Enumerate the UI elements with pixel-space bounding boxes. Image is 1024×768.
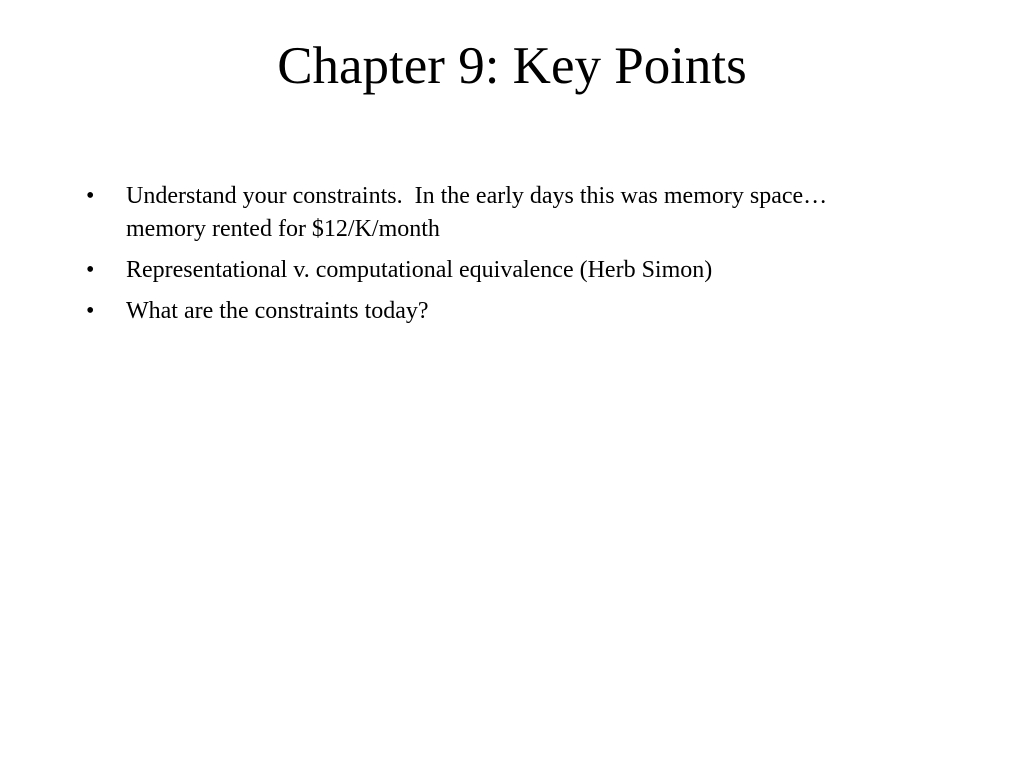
- bullet-marker: •: [86, 183, 95, 209]
- bullet-text: What are the constraints today?: [126, 298, 429, 324]
- bullet-text: Understand your constraints. In the early days this was memory space… memory rented for $12/K/month: [126, 183, 834, 242]
- slide-title: Chapter 9: Key Points: [277, 37, 747, 95]
- bullet-list: [86, 180, 886, 336]
- bullet-marker: •: [86, 257, 95, 283]
- bullet-item-constraints: [86, 180, 886, 246]
- bullet-item-constraints-today: [86, 295, 886, 328]
- bullet-item-equivalence: [86, 254, 886, 287]
- bullet-text: Representational v. computational equivalence (Herb Simon): [126, 257, 713, 283]
- bullet-marker: •: [86, 298, 95, 324]
